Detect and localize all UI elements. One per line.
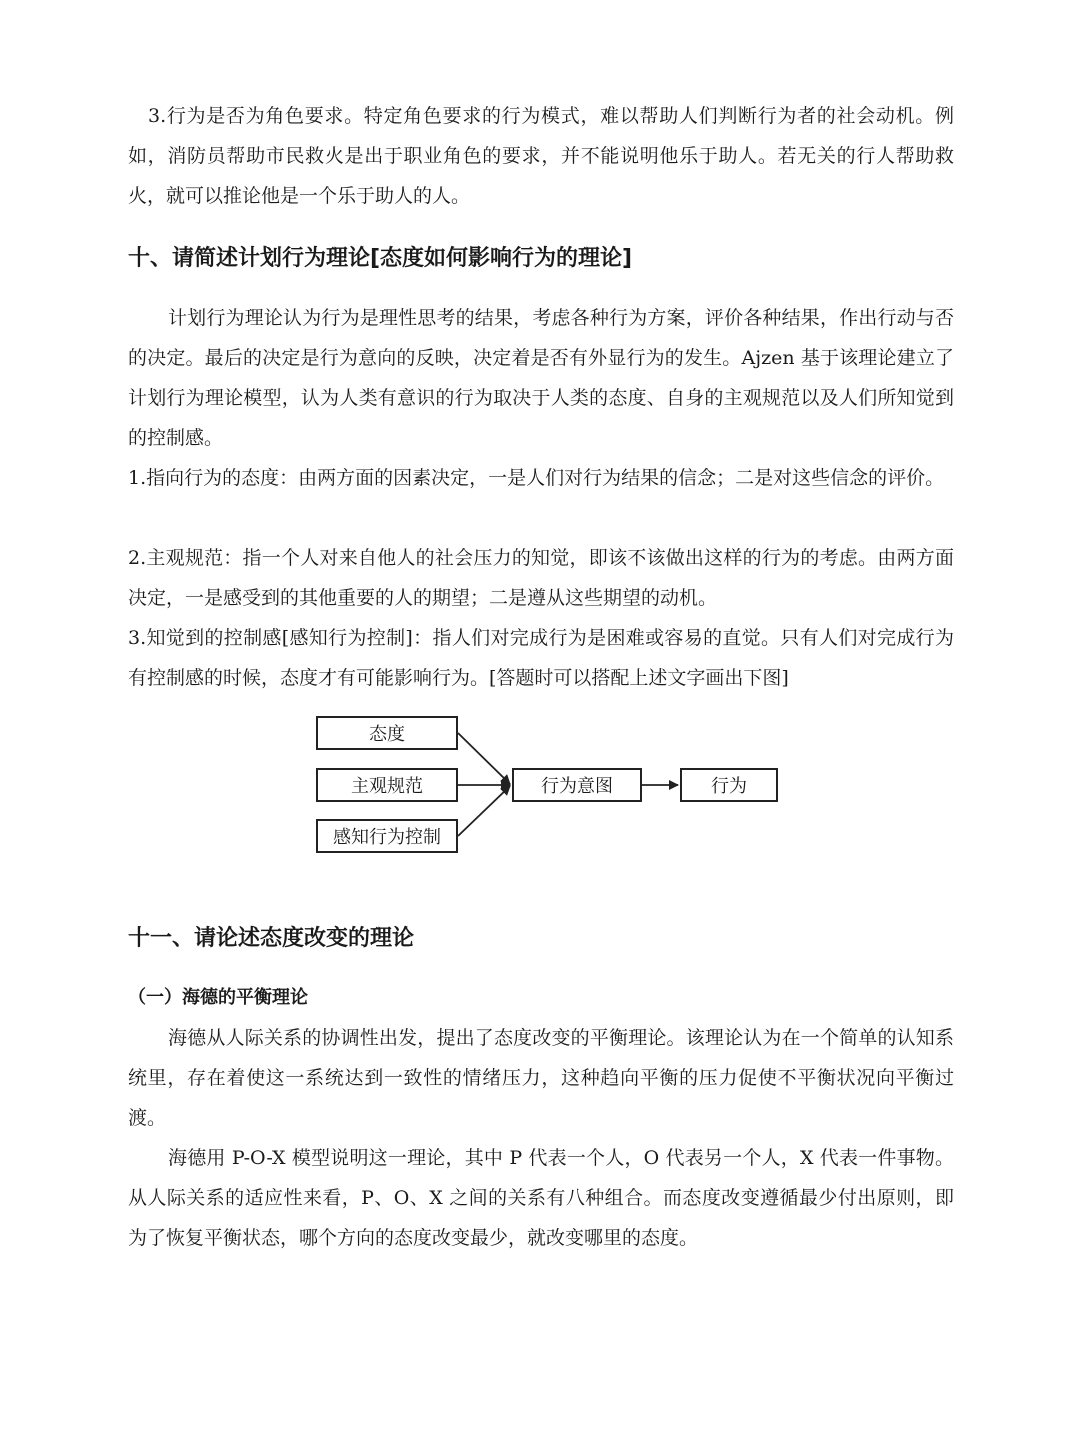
arrow-attitude-to-intention bbox=[458, 733, 510, 784]
section10-intro-paragraph: 计划行为理论认为行为是理性思考的结果，考虑各种行为方案，评价各种结果，作出行动与否的决定。最后的决定是行为意向的反映，决定着是否有外显行为的发生。Ajzen 基于该理论建立了计划行为理论模型，认为人类有意识的行为取决于人类的态度、自身的主观规范以及人们所知觉到的控制感。 bbox=[128, 307, 954, 449]
section10-heading: 十、请简述计划行为理论[态度如何影响行为的理论] bbox=[128, 246, 633, 271]
section10-item3-paragraph: 3.知觉到的控制感[感知行为控制]：指人们对完成行为是困难或容易的直觉。只有人们对完成行为有控制感的时候，态度才有可能影响行为。[答题时可以搭配上述文字画出下图] bbox=[128, 627, 954, 689]
node-behavior: 行为 bbox=[680, 768, 778, 802]
section10-item2-paragraph: 2.主观规范：指一个人对来自他人的社会压力的知觉，即该不该做出这样的行为的考虑。由两方面决定，一是感受到的其他重要的人的期望；二是遵从这些期望的动机。 bbox=[128, 547, 954, 609]
section11-para2: 海德用 P-O-X 模型说明这一理论，其中 P 代表一个人，O 代表另一个人，X 代表一件事物。从人际关系的适应性来看，P、O、X 之间的关系有八种组合。而态度改变遵循最少付出原则，即为了恢复平衡状态，哪个方向的态度改变最少，就改变哪里的态度。 bbox=[128, 1147, 954, 1249]
node-perceived-control: 感知行为控制 bbox=[316, 819, 458, 853]
section11-sub1-heading: （一）海德的平衡理论 bbox=[128, 987, 308, 1008]
section11-heading: 十一、请论述态度改变的理论 bbox=[128, 926, 415, 951]
section10-item1-paragraph: 1.指向行为的态度：由两方面的因素决定，一是人们对行为结果的信念；二是对这些信念的评价。 bbox=[128, 467, 945, 489]
tpb-diagram bbox=[300, 700, 800, 870]
arrow-control-to-intention bbox=[458, 786, 510, 836]
node-attitude: 态度 bbox=[316, 716, 458, 750]
section9-item3-paragraph: 3.行为是否为角色要求。特定角色要求的行为模式，难以帮助人们判断行为者的社会动机。例如，消防员帮助市民救火是出于职业角色的要求，并不能说明他乐于助人。若无关的行人帮助救火，就可以推论他是一个乐于助人的人。 bbox=[128, 105, 954, 207]
section11-para1: 海德从人际关系的协调性出发，提出了态度改变的平衡理论。该理论认为在一个简单的认知系统里，存在着使这一系统达到一致性的情绪压力，这种趋向平衡的压力促使不平衡状况向平衡过渡。 bbox=[128, 1027, 954, 1129]
node-subjective-norm: 主观规范 bbox=[316, 768, 458, 802]
node-intention: 行为意图 bbox=[512, 768, 642, 802]
